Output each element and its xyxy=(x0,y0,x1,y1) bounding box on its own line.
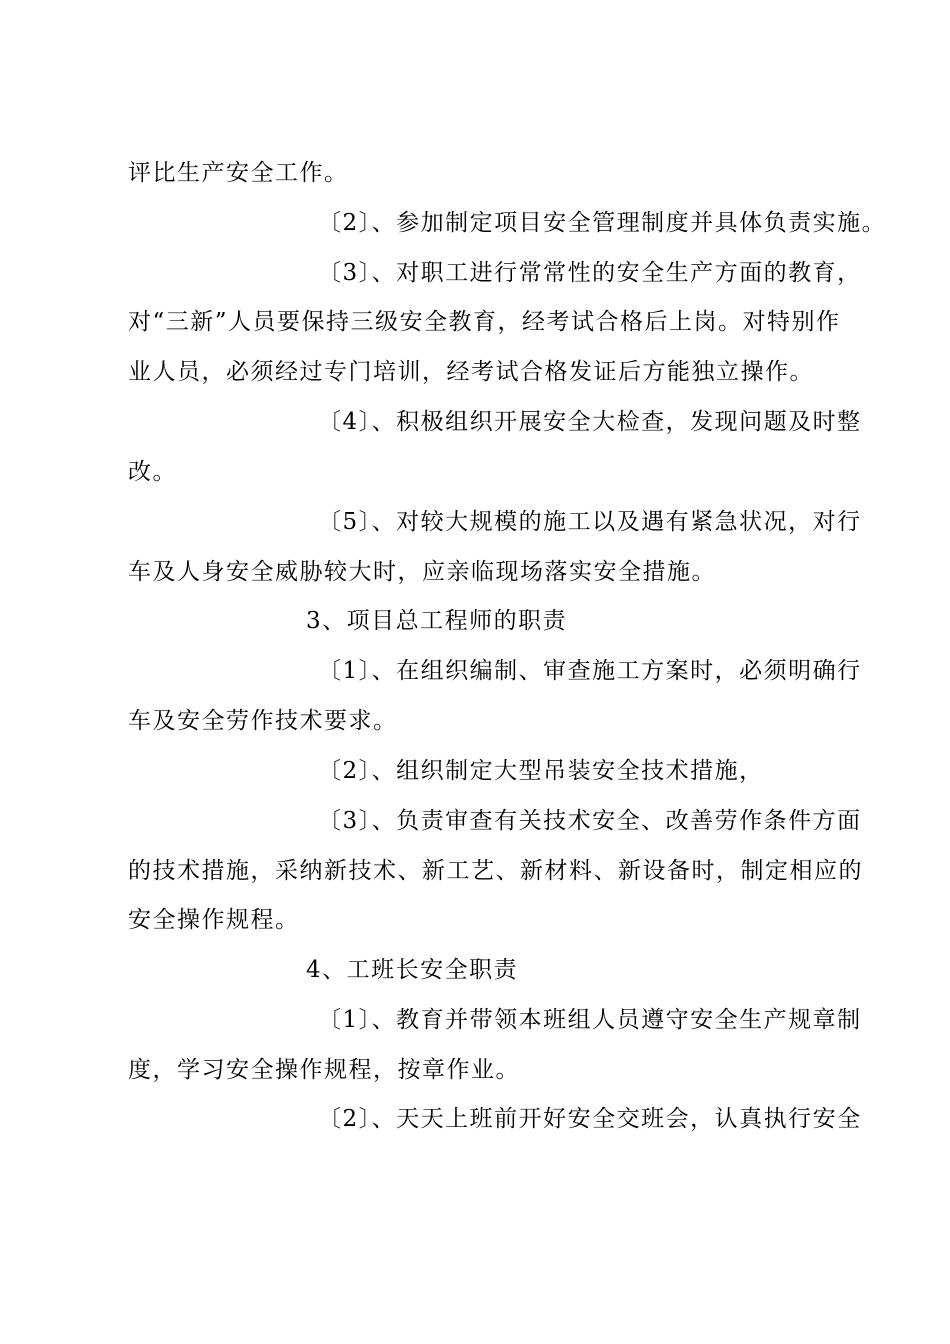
text-line: 〔2〕、参加制定项目安全管理制度并具体负责实施。 xyxy=(318,210,887,236)
text-line: 车及安全劳作技术要求。 xyxy=(128,708,398,734)
text-line: 〔4〕、积极组织开展安全大检查，发现问题及时整 xyxy=(318,409,862,435)
text-line: 的技术措施，采纳新技术、新工艺、新材料、新设备时，制定相应的 xyxy=(128,858,863,884)
text-line: 〔3〕、对职工进行常常性的安全生产方面的教育， xyxy=(318,260,862,286)
text-line: 车及人身安全威胁较大时，应亲临现场落实安全措施。 xyxy=(128,559,716,585)
section-heading: 4、工班长安全职责 xyxy=(306,957,519,983)
text-line: 对“三新”人员要保持三级安全教育，经考试合格后上岗。对特别作 xyxy=(128,309,841,335)
text-line: 〔1〕、在组织编制、审查施工方案时，必须明确行 xyxy=(318,658,862,684)
text-line: 〔5〕、对较大规模的施工以及遇有紧急状况，对行 xyxy=(318,509,862,535)
text-line: 〔2〕、天天上班前开好安全交班会，认真执行安全 xyxy=(318,1106,862,1132)
section-heading: 3、项目总工程师的职责 xyxy=(306,608,568,634)
text-line: 改。 xyxy=(128,459,177,485)
text-line: 评比生产安全工作。 xyxy=(128,160,349,186)
text-line: 〔2〕、组织制定大型吊装安全技术措施， xyxy=(318,758,764,784)
text-line: 〔1〕、教育并带领本班组人员遵守安全生产规章制 xyxy=(318,1007,862,1033)
text-line: 业人员，必须经过专门培训，经考试合格发证后方能独立操作。 xyxy=(128,359,814,385)
text-line: 〔3〕、负责审查有关技术安全、改善劳作条件方面 xyxy=(318,808,862,834)
text-line: 度，学习安全操作规程，按章作业。 xyxy=(128,1057,520,1083)
text-line: 安全操作规程。 xyxy=(128,907,300,933)
